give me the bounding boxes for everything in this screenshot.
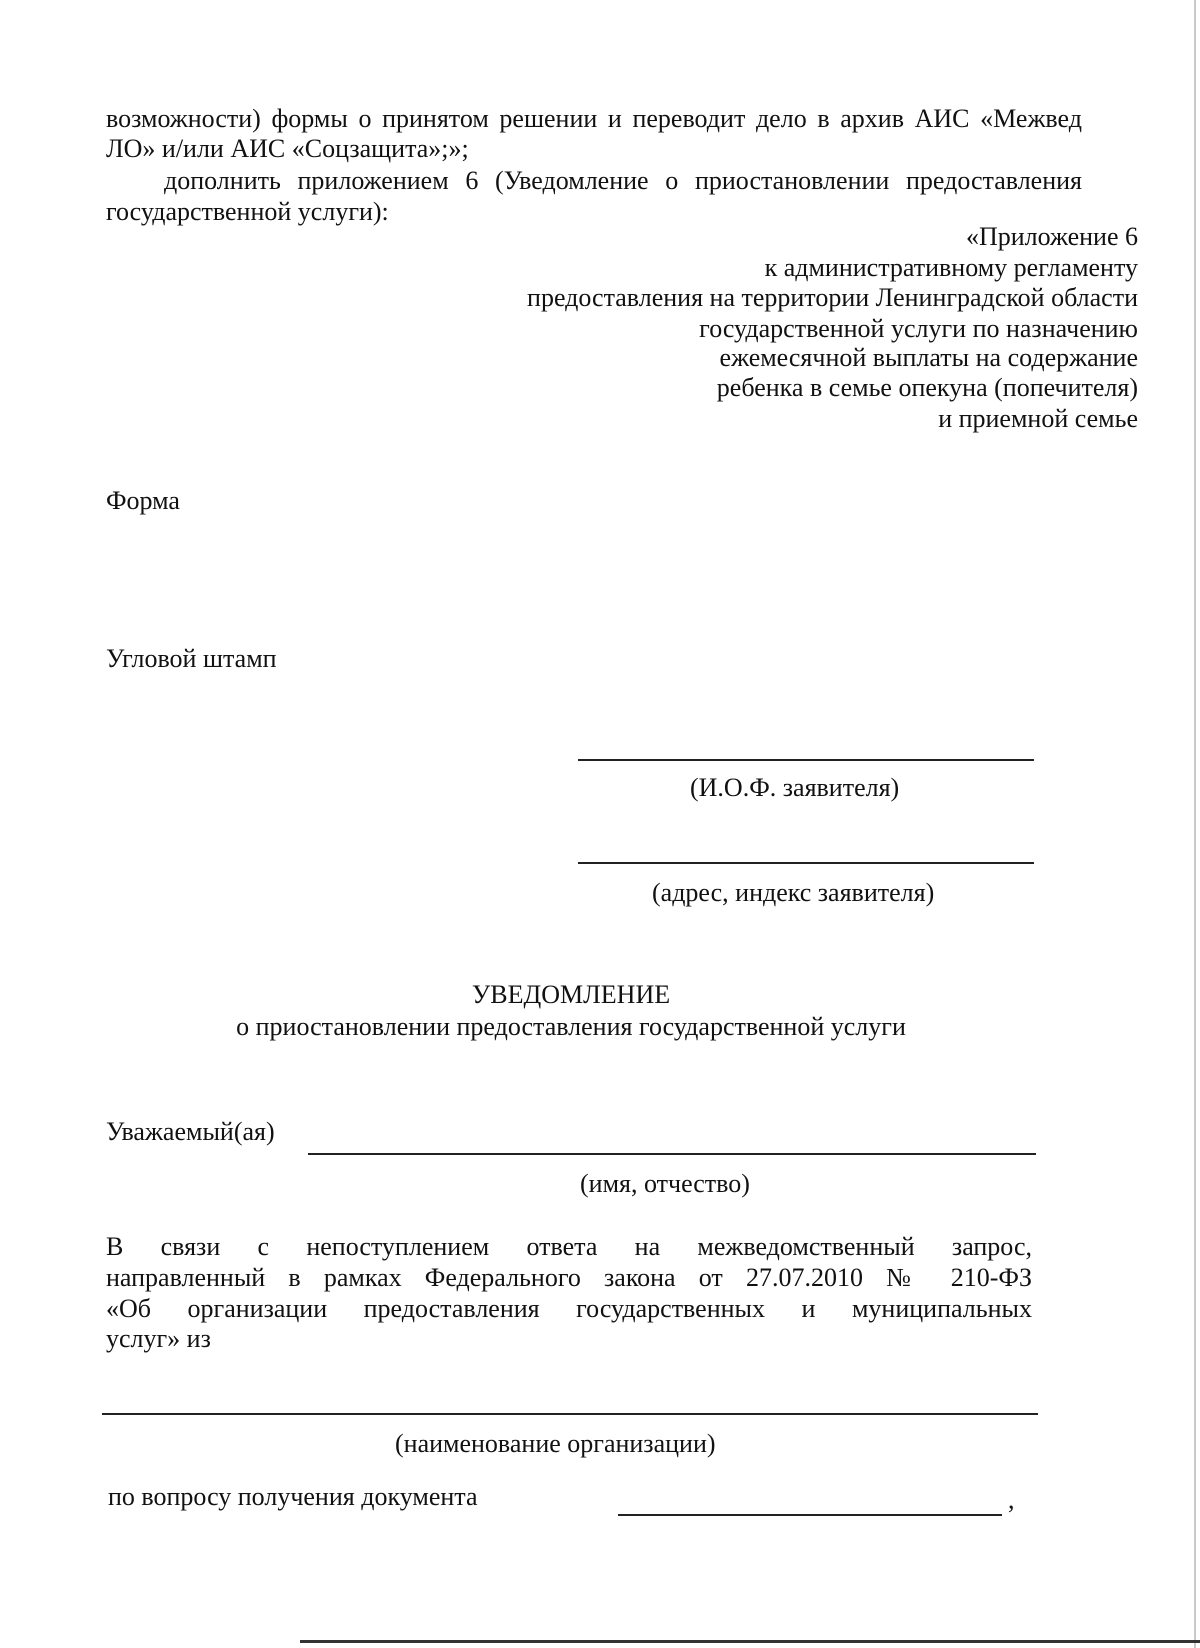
organization-caption: (наименование организации) (395, 1429, 716, 1458)
document-question-label: по вопросу получения документа (108, 1482, 478, 1511)
recipient-name-caption: (имя, отчество) (580, 1169, 750, 1198)
intro-line-2: ЛО» и/или АИС «Соцзащита»;»; (106, 134, 469, 163)
body-line-1: В связи с непоступлением ответа на межведомственный запрос, (106, 1232, 1032, 1261)
appendix-header-line-6: ребенка в семье опекуна (попечителя) (716, 373, 1138, 402)
appendix-header-line-5: ежемесячной выплаты на содержание (719, 343, 1138, 372)
appendix-header-line-2: к административному регламенту (764, 253, 1138, 282)
organization-line (102, 1413, 1038, 1415)
applicant-address-line (578, 862, 1034, 864)
body-line-4: услуг» из (106, 1324, 211, 1353)
applicant-address-caption: (адрес, индекс заявителя) (652, 878, 935, 907)
body-line-3: «Об организации предоставления государственных и муниципальных (106, 1294, 1032, 1323)
form-label: Форма (106, 486, 180, 515)
document-question-comma: , (1008, 1485, 1015, 1514)
appendix-header-line-7: и приемной семье (938, 404, 1138, 433)
body-line-2: направленный в рамках Федерального закона от 27.07.2010 № 210-ФЗ (106, 1263, 1032, 1292)
appendix-header-line-4: государственной услуги по назначению (699, 314, 1138, 343)
notice-title: УВЕДОМЛЕНИЕ (471, 980, 671, 1009)
document-name-line (618, 1514, 1002, 1516)
applicant-name-caption: (И.О.Ф. заявителя) (690, 773, 900, 802)
intro-line-4: государственной услуги): (106, 197, 389, 226)
intro-line-3: дополнить приложением 6 (Уведомление о приостановлении предоставления (164, 166, 1082, 195)
stamp-label: Угловой штамп (106, 644, 277, 673)
intro-line-1: возможности) формы о принятом решении и переводит дело в архив АИС «Межвед (106, 104, 1082, 133)
applicant-name-line (578, 759, 1034, 761)
appendix-header-line-1: «Приложение 6 (965, 222, 1138, 251)
greeting-label: Уважаемый(ая) (106, 1117, 275, 1146)
appendix-header-line-3: предоставления на территории Ленинградской области (527, 283, 1138, 312)
scan-edge (1194, 0, 1196, 1648)
page-bottom-rule (300, 1640, 1200, 1643)
recipient-name-line (308, 1153, 1036, 1155)
notice-subtitle: о приостановлении предоставления государственной услуги (236, 1012, 906, 1041)
